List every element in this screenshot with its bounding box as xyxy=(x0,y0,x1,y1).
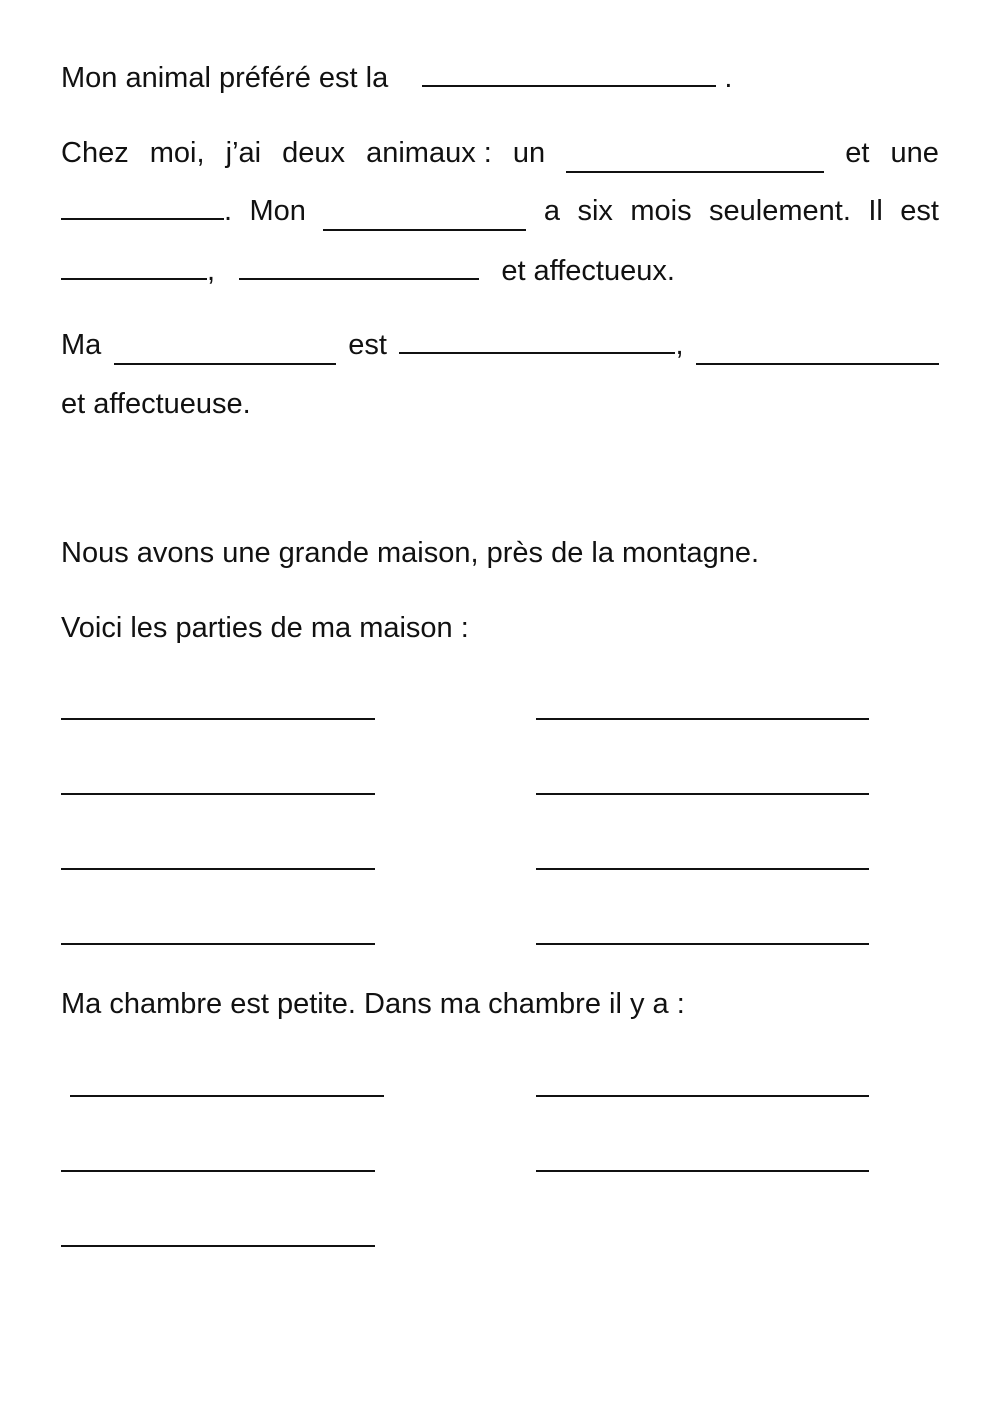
blank-house-part-2[interactable] xyxy=(536,716,869,720)
blank-house-part-3[interactable] xyxy=(61,791,375,795)
word: Chez xyxy=(61,137,129,169)
blank-house-part-4[interactable] xyxy=(536,791,869,795)
blank-animal-1[interactable] xyxy=(566,143,824,173)
blank-house-part-7[interactable] xyxy=(61,941,375,945)
blank-bedroom-item-1[interactable] xyxy=(70,1093,384,1097)
word: un xyxy=(512,137,546,169)
blank-adjective-2[interactable] xyxy=(239,250,479,280)
blank-bedroom-item-4[interactable] xyxy=(536,1168,869,1172)
word: moi, xyxy=(149,137,205,169)
text-comma: , xyxy=(675,329,684,361)
text-period: . xyxy=(224,195,233,227)
text-favorite-animal: Mon animal préféré est la xyxy=(61,62,389,94)
word: Ma xyxy=(61,329,102,361)
blank-adjective-1[interactable] xyxy=(61,250,207,280)
blank-young-animal[interactable] xyxy=(323,201,526,231)
text-affectionate: et affectueux. xyxy=(501,255,675,287)
word: seulement. xyxy=(709,195,851,227)
text-affectionate-f: et affectueuse. xyxy=(61,388,251,420)
blank-house-part-8[interactable] xyxy=(536,941,869,945)
blank-animal-2[interactable] xyxy=(61,190,224,220)
blank-bedroom-item-5[interactable] xyxy=(61,1243,375,1247)
blank-house-part-1[interactable] xyxy=(61,716,375,720)
word: a xyxy=(543,195,560,227)
blank-house-part-6[interactable] xyxy=(536,866,869,870)
sentence-two-animals xyxy=(61,133,939,173)
sentence-adjectives-1 xyxy=(61,250,939,290)
sentence-favorite-animal xyxy=(61,57,939,97)
word: et xyxy=(845,137,870,169)
blank-adjective-3[interactable] xyxy=(399,324,675,354)
sentence-affectionate-f xyxy=(61,384,939,424)
blank-house-part-5[interactable] xyxy=(61,866,375,870)
word: une xyxy=(890,137,939,169)
text-comma: , xyxy=(207,255,216,287)
blank-favorite-animal[interactable] xyxy=(422,57,716,87)
word: mois xyxy=(630,195,692,227)
blank-bedroom-item-3[interactable] xyxy=(61,1168,375,1172)
word: j’ai xyxy=(225,137,262,169)
text-period: . xyxy=(724,62,733,94)
sentence-six-months xyxy=(61,191,939,231)
word: deux xyxy=(282,137,346,169)
word: six xyxy=(577,195,613,227)
sentence-big-house xyxy=(61,533,939,573)
word: Il xyxy=(868,195,883,227)
blank-bedroom-item-2[interactable] xyxy=(536,1093,869,1097)
word: est xyxy=(348,329,387,361)
text-big-house: Nous avons une grande maison, près de la montagne. xyxy=(61,537,760,569)
blank-animal-3[interactable] xyxy=(114,335,336,365)
word: animaux : xyxy=(366,137,492,169)
text-bedroom: Ma chambre est petite. Dans ma chambre il y a : xyxy=(61,988,685,1020)
text-house-parts: Voici les parties de ma maison : xyxy=(61,612,469,644)
blank-group xyxy=(61,190,232,231)
word: Mon xyxy=(249,195,306,227)
sentence-bedroom xyxy=(61,984,939,1024)
blank-group xyxy=(399,324,683,365)
sentence-second-animal xyxy=(61,325,939,365)
blank-adjective-4[interactable] xyxy=(696,335,939,365)
sentence-house-parts xyxy=(61,608,939,648)
word: est xyxy=(900,195,939,227)
